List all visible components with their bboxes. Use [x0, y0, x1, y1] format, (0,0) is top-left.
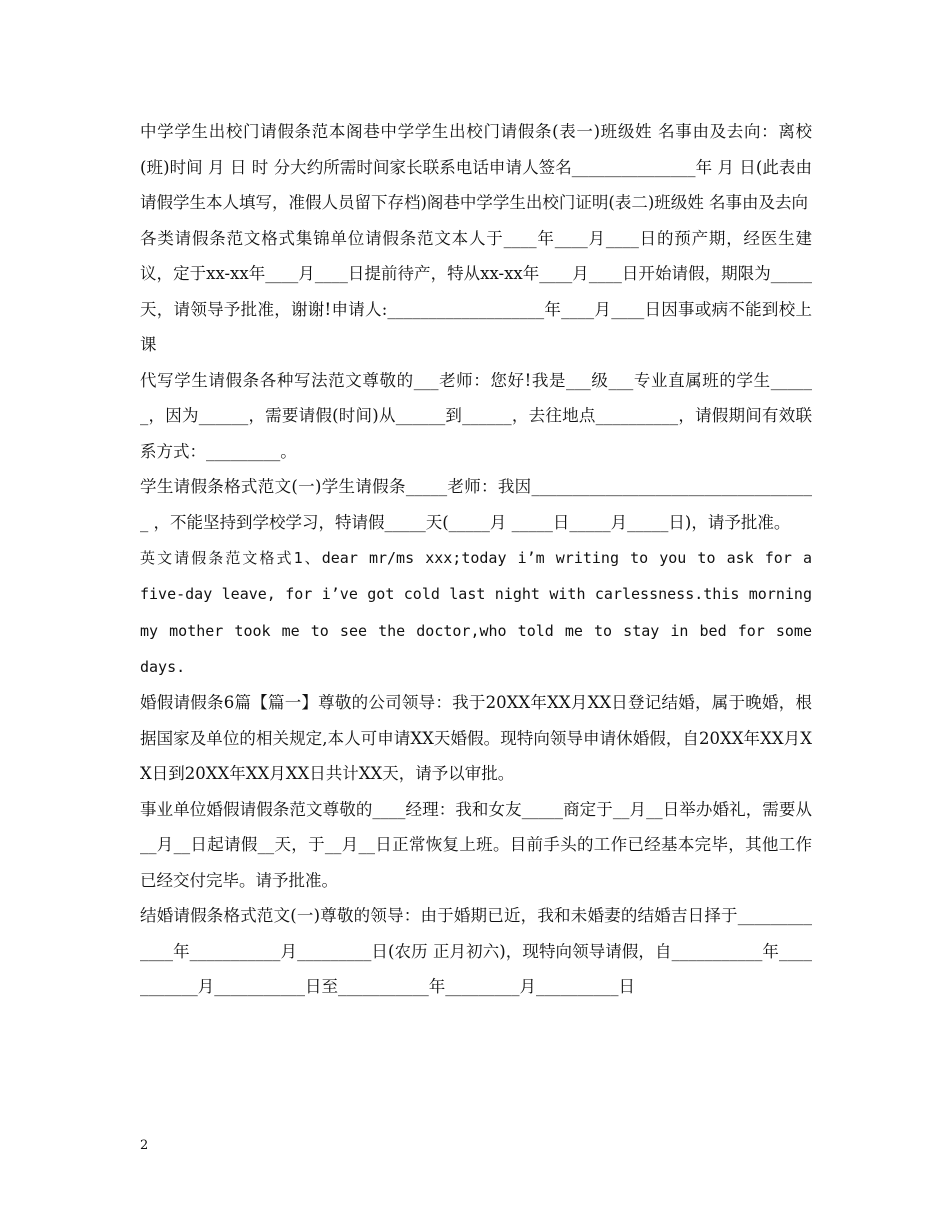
paragraph-student-leave-format: 学生请假条格式范文(一)学生请假条_____老师：我因___________________________________ ，不能坚持到学校学习，特请假_____天(_____月 _____日_____月_____日)，请予批准。 [140, 477, 812, 532]
paragraph-unit-leave-template: 各类请假条范文格式集锦单位请假条范文本人于____年____月____日的预产期，经医生建议，定于xx-xx年____月____日提前待产，特从xx-xx年____月____日开始请假，期限为_____天，请领导予批准，谢谢!申请人:___________________年____月____日因事或病不能到校上课 [140, 228, 812, 354]
page-number: 2 [140, 1138, 149, 1153]
document-body [140, 114, 812, 1005]
paragraph-school-exit-slip: 中学学生出校门请假条范本阁巷中学学生出校门请假条(表一)班级姓 名事由及去向：离校(班)时间 月 日 时 分大约所需时间家长联系电话申请人签名_______________年 月 日(此表由请假学生本人填写，准假人员留下存档)阁巷中学学生出校门证明(表二)班级姓 名事由及去向 [140, 122, 812, 212]
paragraph-wedding-leave-format: 结婚请假条格式范文(一)尊敬的领导：由于婚期已近，我和未婚妻的结婚吉日择于_____________年___________月_________日(农历 正月初六)，现特向领导请假，自___________年___________月___________日至___________年_________月__________日 [140, 906, 812, 997]
paragraph-english-leave-note: 英文请假条范文格式1、dear mr/ms xxx;today i’m writing to you to ask for a five-day leave, for i’ve got cold last night with carlessness.this morning my mother took me to see the doctor,who told me to stay in bed for some days. [140, 549, 812, 676]
paragraph-student-leave-ghostwrite: 代写学生请假条各种写法范文尊敬的___老师：您好!我是___级___专业直属班的学生______，因为______，需要请假(时间)从______到______，去往地点__________，请假期间有效联系方式：_________。 [140, 370, 812, 461]
paragraph-marriage-leave-company: 婚假请假条6篇【篇一】尊敬的公司领导：我于20XX年XX月XX日登记结婚，属于晚婚，根据国家及单位的相关规定,本人可申请XX天婚假。现特向领导申请休婚假，自20XX年XX月XX日到20XX年XX月XX日共计XX天，请予以审批。 [140, 693, 812, 784]
paragraph-marriage-leave-institution: 事业单位婚假请假条范文尊敬的____经理：我和女友_____商定于__月__日举办婚礼，需要从__月__日起请假__天，于__月__日正常恢复上班。目前手头的工作已经基本完毕，其他工作已经交付完毕。请予批准。 [140, 799, 812, 890]
